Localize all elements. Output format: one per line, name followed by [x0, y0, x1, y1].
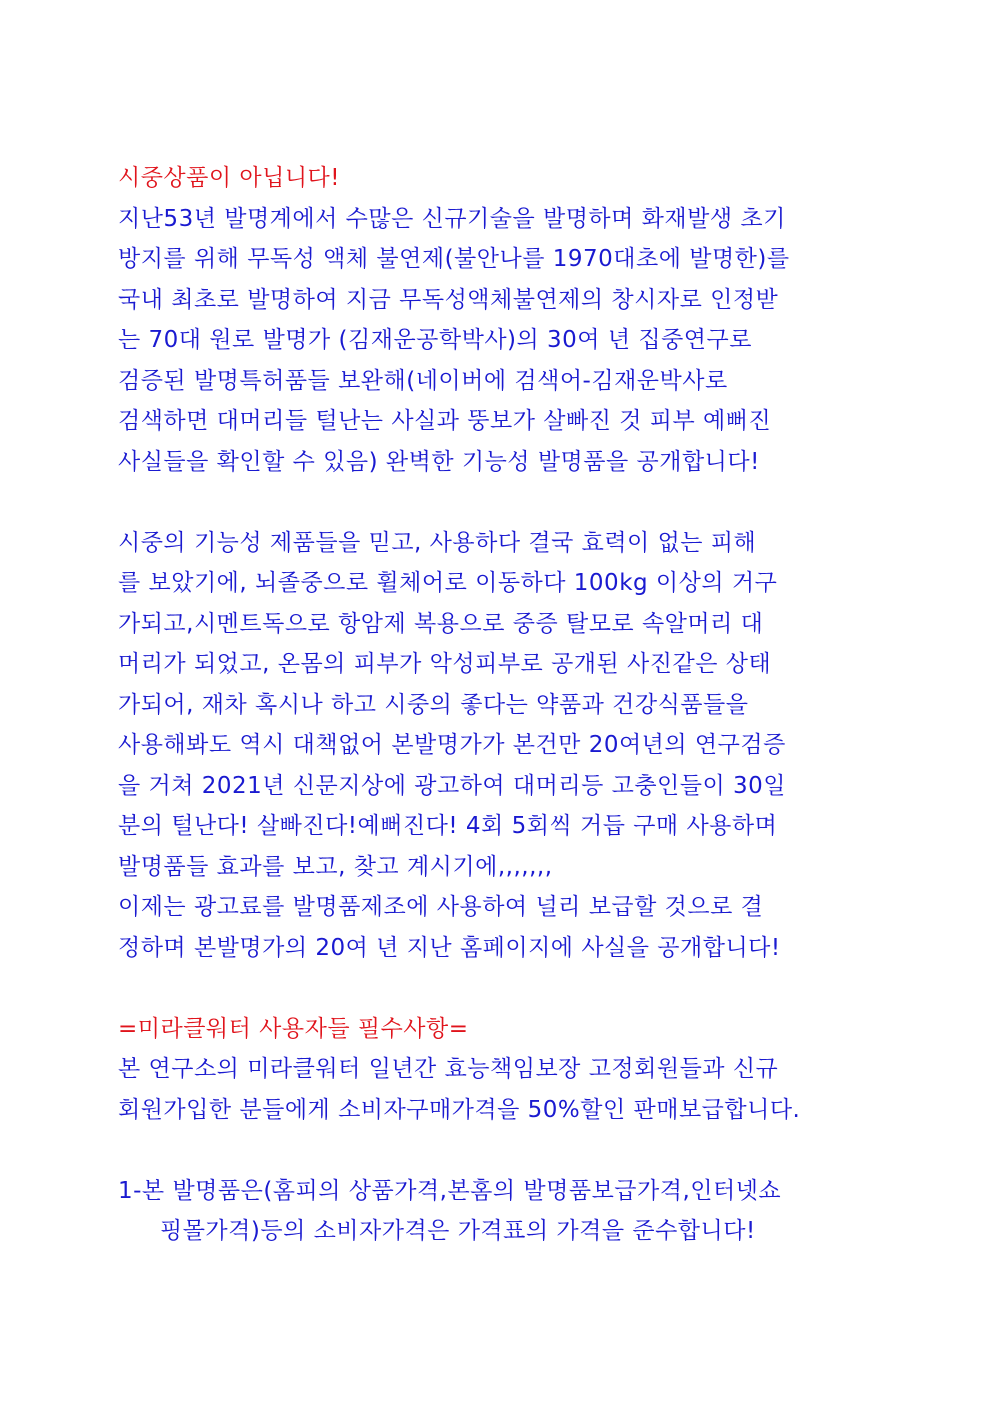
paragraph-line: 본 연구소의 미라클워터 일년간 효능책임보장 고정회원들과 신규 [118, 1056, 779, 1082]
paragraph-line: 분의 털난다! 살빠진다!예뻐진다! 4회 5회씩 거듭 구매 사용하며 [118, 813, 778, 839]
paragraph-spacer [118, 968, 878, 1009]
paragraph-line: 국내 최초로 발명하여 지금 무독성액체불연제의 창시자로 인정받 [118, 286, 779, 313]
paragraph-line: 머리가 되었고, 온몸의 피부가 악성피부로 공개된 사진같은 상태 [118, 651, 772, 677]
paragraph-line: 발명품들 효과를 보고, 찾고 계시기에,,,,,,, [118, 853, 553, 880]
paragraph-line: 가되고,시멘트독으로 항암제 복용으로 중증 탈모로 속알머리 대 [118, 610, 764, 637]
section-heading-not-retail: 시중상품이 아닙니다! [118, 165, 340, 191]
document-body [118, 158, 878, 1252]
section-heading-miracle-water: =미라클워터 사용자들 필수사항= [118, 1015, 469, 1042]
paragraph-line: 지난53년 발명계에서 수많은 신규기술을 발명하며 화재발생 초기 [118, 205, 786, 232]
numbered-item-line: 1-본 발명품은(홈피의 상품가격,본홈의 발명품보급가격,인터넷쇼 [118, 1177, 782, 1204]
numbered-item-line: 핑몰가격)등의 소비자가격은 가격표의 가격을 준수합니다! [160, 1218, 756, 1244]
paragraph-line: 사실들을 확인할 수 있음) 완벽한 기능성 발명품을 공개합니다! [118, 448, 760, 475]
paragraph-line: 검색하면 대머리들 털난는 사실과 뚱보가 살빠진 것 피부 예뻐진 [118, 408, 772, 434]
paragraph-line: 가되어, 재차 혹시나 하고 시중의 좋다는 약품과 건강식품들을 [118, 691, 749, 718]
paragraph-spacer [118, 482, 878, 523]
paragraph-line: 를 보았기에, 뇌졸중으로 휠체어로 이동하다 100kg 이상의 거구 [118, 570, 778, 596]
paragraph-line: 정하며 본발명가의 20여 년 지난 홈페이지에 사실을 공개합니다! [118, 934, 781, 961]
paragraph-line: 검증된 발명특허품들 보완해(네이버에 검색어-김재운박사로 [118, 367, 728, 394]
paragraph-line: 는 70대 원로 발명가 (김재운공학박사)의 30여 년 집중연구로 [118, 327, 752, 353]
paragraph-line: 회원가입한 분들에게 소비자구매가격을 50%할인 판매보급합니다. [118, 1096, 801, 1123]
paragraph-line: 이제는 광고료를 발명품제조에 사용하여 널리 보급할 것으로 결 [118, 894, 764, 920]
paragraph-line: 사용해봐도 역시 대책없어 본발명가가 본건만 20여년의 연구검증 [118, 732, 786, 758]
paragraph-line: 시중의 기능성 제품들을 믿고, 사용하다 결국 효력이 없는 피해 [118, 529, 757, 556]
paragraph-line: 을 거쳐 2021년 신문지상에 광고하여 대머리등 고충인들이 30일 [118, 772, 786, 799]
paragraph-line: 방지를 위해 무독성 액체 불연제(불안나를 1970대초에 발명한)를 [118, 246, 790, 272]
paragraph-spacer [118, 1130, 878, 1171]
